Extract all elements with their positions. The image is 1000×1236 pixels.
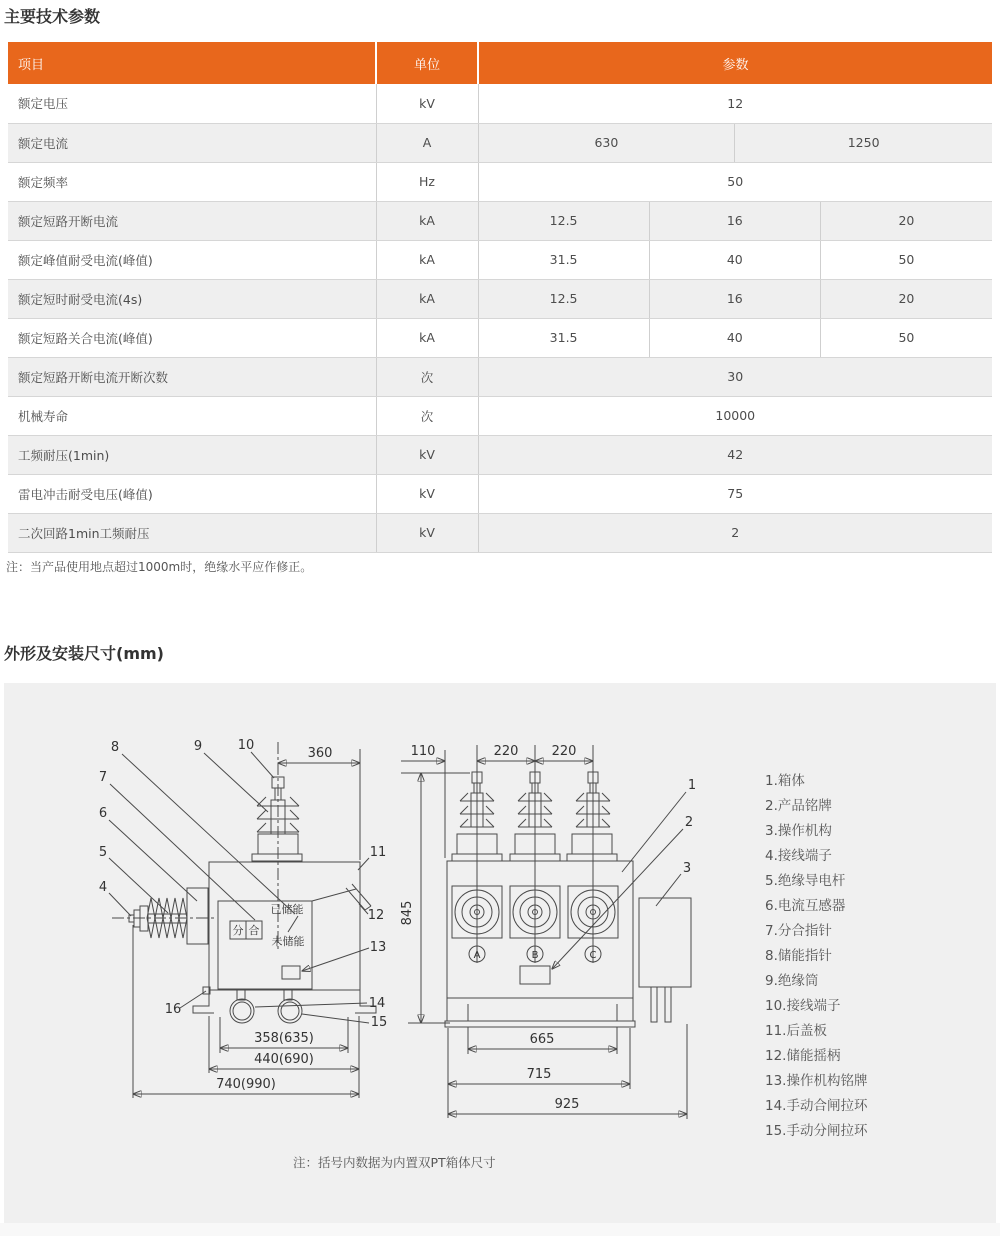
- row-label: 二次回路1min工频耐压: [8, 513, 376, 552]
- product-nameplate: [520, 966, 550, 984]
- table-header-row: [8, 42, 992, 84]
- dim-360: 360: [307, 746, 333, 761]
- row-label: 额定峰值耐受电流(峰值): [8, 240, 376, 279]
- row-unit: 次: [376, 357, 478, 396]
- current-transformer: [187, 888, 208, 944]
- row-label: 额定短路开断电流: [8, 201, 376, 240]
- table-row: [8, 162, 992, 201]
- operating-mechanism-box: [639, 898, 691, 987]
- dim-845: 845: [400, 900, 415, 926]
- callout-1: 1: [687, 778, 697, 793]
- header-item: 项目: [8, 42, 376, 84]
- dim-440: 440(690): [254, 1052, 314, 1067]
- header-parameter: 参数: [478, 42, 992, 84]
- table-row: [8, 435, 992, 474]
- parameters-table: [8, 42, 992, 553]
- open-pull-ring: [278, 999, 302, 1023]
- drawing-footnote: 注：括号内数据为内置双PT箱体尺寸: [293, 1155, 496, 1170]
- row-label: 雷电冲击耐受电压(峰值): [8, 474, 376, 513]
- dim-925: 925: [554, 1097, 580, 1112]
- legend-item: 6.电流互感器: [765, 898, 846, 914]
- row-unit: kA: [376, 201, 478, 240]
- row-value: 12.5: [478, 201, 649, 240]
- row-unit: kA: [376, 279, 478, 318]
- phase-c-label: C: [589, 950, 597, 961]
- section-title-dimensions: 外形及安装尺寸(mm): [4, 644, 164, 663]
- table-row: [8, 123, 992, 162]
- legend-item: 10.接线端子: [765, 998, 841, 1014]
- dim-220-1: 220: [493, 744, 519, 759]
- row-unit: 次: [376, 396, 478, 435]
- dim-740: 740(990): [216, 1077, 276, 1092]
- callout-7: 7: [98, 770, 108, 785]
- legend-item: 5.绝缘导电杆: [765, 873, 846, 889]
- row-label: 额定电流: [8, 123, 376, 162]
- callout-13: 13: [369, 940, 387, 955]
- callout-12: 12: [367, 908, 385, 923]
- row-value: 42: [478, 435, 992, 474]
- legend-item: 1.箱体: [765, 773, 805, 789]
- phase-a-label: A: [473, 950, 481, 961]
- legend-item: 14.手动合闸拉环: [765, 1098, 868, 1114]
- row-label: 工频耐压(1min): [8, 435, 376, 474]
- row-label: 额定电压: [8, 84, 376, 123]
- legend-item: 8.储能指针: [765, 948, 832, 964]
- dim-110: 110: [410, 744, 436, 759]
- row-value: 75: [478, 474, 992, 513]
- charging-handle: [346, 884, 371, 910]
- parts-legend: [765, 769, 867, 1144]
- row-value: 2: [478, 513, 992, 552]
- row-unit: kV: [376, 474, 478, 513]
- row-label: 额定短路关合电流(峰值): [8, 318, 376, 357]
- base-plate: [445, 1021, 635, 1027]
- row-value: 12: [478, 84, 992, 123]
- table-row: [8, 318, 992, 357]
- legend-item: 4.接线端子: [765, 848, 832, 864]
- charge-needle: [288, 916, 298, 932]
- legend-item: 2.产品铭牌: [765, 798, 832, 814]
- front-tank-box: [447, 861, 633, 998]
- dim-358: 358(635): [254, 1031, 314, 1046]
- callout-15: 15: [370, 1015, 388, 1030]
- side-view: [99, 738, 387, 1098]
- callout-9: 9: [193, 739, 203, 754]
- charge-indicator: [271, 902, 305, 948]
- callout-4: 4: [98, 880, 108, 895]
- row-unit: Hz: [376, 162, 478, 201]
- legend-item: 13.操作机构铭牌: [765, 1073, 868, 1089]
- uncharged-label: 未储能: [271, 935, 305, 948]
- row-value: 40: [649, 240, 820, 279]
- table-row: [8, 201, 992, 240]
- row-value: 630: [478, 123, 735, 162]
- row-value: 30: [478, 357, 992, 396]
- table-row: [8, 396, 992, 435]
- charged-label: 已储能: [270, 903, 304, 916]
- row-value: 40: [649, 318, 820, 357]
- header-unit: 单位: [376, 42, 478, 84]
- row-label: 机械寿命: [8, 396, 376, 435]
- table-row: [8, 279, 992, 318]
- legend-item: 12.储能摇柄: [765, 1048, 841, 1064]
- front-view: [400, 744, 696, 1119]
- row-value: 16: [649, 201, 820, 240]
- indicator-open-label: 分: [232, 924, 244, 937]
- row-value: 50: [478, 162, 992, 201]
- row-unit: kA: [376, 318, 478, 357]
- legend-item: 9.绝缘筒: [765, 973, 819, 989]
- row-label: 额定短路开断电流开断次数: [8, 357, 376, 396]
- row-value: 20: [820, 279, 992, 318]
- callout-16: 16: [164, 1002, 182, 1017]
- mechanism-nameplate: [282, 966, 300, 979]
- legend-item: 3.操作机构: [765, 823, 832, 839]
- table-footnote: 注：当产品使用地点超过1000m时，绝缘水平应作修正。: [6, 560, 313, 574]
- row-value: 16: [649, 279, 820, 318]
- section-title-parameters: 主要技术参数: [4, 7, 101, 26]
- row-value: 12.5: [478, 279, 649, 318]
- phase-b-label: B: [531, 950, 539, 961]
- dim-715: 715: [526, 1067, 552, 1082]
- row-value: 31.5: [478, 240, 649, 279]
- callout-3: 3: [682, 861, 692, 876]
- table-row: [8, 240, 992, 279]
- legend-item: 11.后盖板: [765, 1023, 827, 1039]
- table-row: [8, 357, 992, 396]
- row-label: 额定频率: [8, 162, 376, 201]
- row-value: 31.5: [478, 318, 649, 357]
- callout-5: 5: [98, 845, 108, 860]
- callout-10: 10: [237, 738, 255, 753]
- dim-665: 665: [529, 1032, 555, 1047]
- table-row: [8, 84, 992, 123]
- legend-item: 7.分合指针: [765, 923, 832, 939]
- callout-11: 11: [369, 845, 387, 860]
- page-bottom-strip: [0, 1223, 1000, 1236]
- row-unit: kV: [376, 84, 478, 123]
- row-unit: kA: [376, 240, 478, 279]
- callout-6: 6: [98, 806, 108, 821]
- row-value: 20: [820, 201, 992, 240]
- table-row: [8, 513, 992, 552]
- row-label: 额定短时耐受电流(4s): [8, 279, 376, 318]
- close-pull-ring: [230, 999, 254, 1023]
- row-value: 10000: [478, 396, 992, 435]
- open-close-indicator: [230, 921, 262, 939]
- row-unit: A: [376, 123, 478, 162]
- row-value: 50: [820, 318, 992, 357]
- side-top-bushing: [252, 777, 302, 861]
- dim-220-2: 220: [551, 744, 577, 759]
- row-unit: kV: [376, 435, 478, 474]
- row-unit: kV: [376, 513, 478, 552]
- callout-14: 14: [368, 996, 386, 1011]
- row-value: 1250: [735, 123, 992, 162]
- indicator-close-label: 合: [248, 924, 260, 937]
- table-row: [8, 474, 992, 513]
- callout-2: 2: [684, 815, 694, 830]
- row-value: 50: [820, 240, 992, 279]
- side-bushing-ct: [129, 888, 208, 944]
- legend-item: 15.手动分闸拉环: [765, 1123, 868, 1139]
- callout-8: 8: [110, 740, 120, 755]
